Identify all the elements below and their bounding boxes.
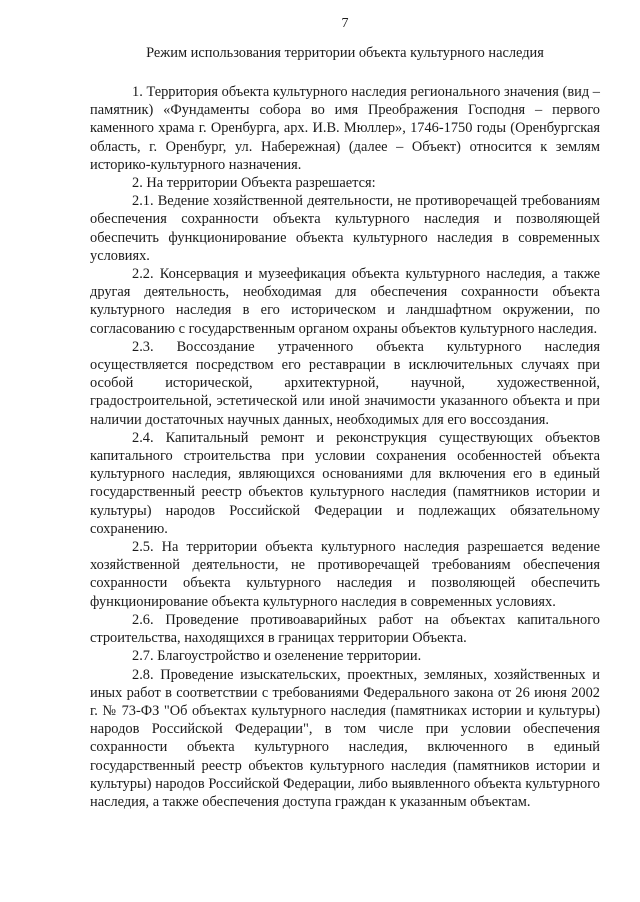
- paragraph-1: 1. Территория объекта культурного наследия регионального значения (вид – памятник) «Фундаменты собора во имя Преображения Господня – первого каменного храма г. Оренбурга, арх. И.В. Мюллер», 1746-1750 годы (Оренбургская область, г. Оренбург, ул. Набережная) (далее – Объект) относится к землям историко-культурного назначения.: [90, 84, 600, 173]
- paragraph-2-4: 2.4. Капитальный ремонт и реконструкция существующих объектов капитального строительства при условии сохранения особенностей объекта культурного наследия, являющихся основаниями для включения его в единый государственный реестр объектов культурного наследия (памятников истории и культуры) народов Российской Федерации и подлежащих обязательному сохранению.: [90, 429, 600, 537]
- paragraph-2-5: 2.5. На территории объекта культурного наследия разрешается ведение хозяйственной деятельности, не противоречащей требованиям обеспечения сохранности объекта культурного наследия и позволяющей обеспечить функционирование объекта культурного наследия в современных условиях.: [90, 539, 600, 610]
- paragraph-2-2: 2.2. Консервация и музеефикация объекта культурного наследия, а также другая деятельность, необходимая для обеспечения сохранности объекта культурного наследия в его историческом и ландшафтном окружении, по согласованию с государственным органом охраны объектов культурного наследия.: [90, 266, 600, 337]
- paragraph-2-1: 2.1. Ведение хозяйственной деятельности, не противоречащей требованиям обеспечения сохранности объекта культурного наследия и позволяющей обеспечить функционирование объекта культурного наследия в современных условиях.: [90, 193, 600, 264]
- paragraph-2: 2. На территории Объекта разрешается:: [132, 175, 376, 192]
- section-title: Режим использования территории объекта культурного наследия: [146, 45, 544, 61]
- page-number: 7: [341, 16, 349, 31]
- document-body: [90, 83, 600, 811]
- paragraph-2-3: 2.3. Воссоздание утраченного объекта культурного наследия осуществляется посредством его реставрации в исключительных случаях при особой исторической, архитектурной, научной, художественной, градостроительной, эстетической или иной значимости указанного объекта и при наличии достаточных научных данных, необходимых для его воссоздания.: [90, 338, 600, 428]
- paragraph-2-7: 2.7. Благоустройство и озеленение территории.: [132, 648, 422, 665]
- paragraph-2-6: 2.6. Проведение противоаварийных работ на объектах капитального строительства, находящихся в границах территории Объекта.: [90, 611, 600, 647]
- paragraph-2-8: 2.8. Проведение изыскательских, проектных, земляных, хозяйственных и иных работ в соответствии с требованиями Федерального закона от 26 июня 2002 г. № 73-ФЗ "Об объектах культурного наследия (памятниках истории и культуры) народов Российской Федерации", в том числе при условии обеспечения сохранности объекта культурного наследия, включенного в единый государственный реестр объектов культурного наследия (памятников истории и культуры) народов Российской Федерации, либо выявленного объекта культурного наследия, а также обеспечения доступа граждан к указанным объектам.: [90, 666, 600, 810]
